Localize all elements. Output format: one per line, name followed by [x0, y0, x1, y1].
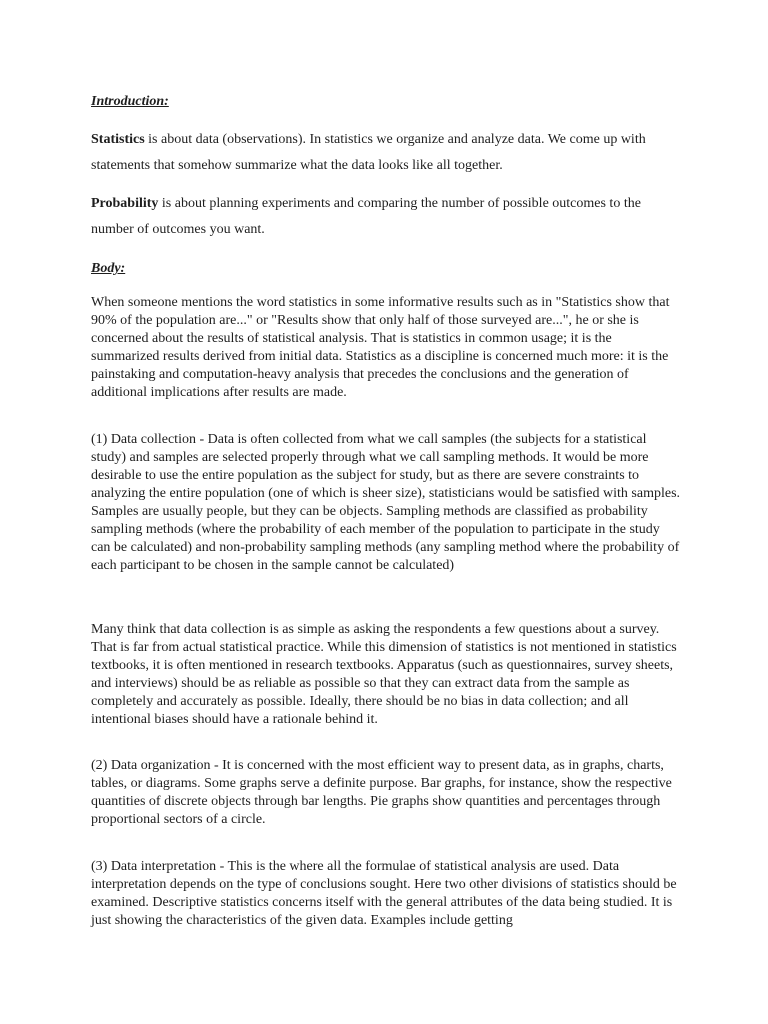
body-paragraph-data-organization: (2) Data organization - It is concerned with the most efficient way to present data, as in graphs, charts, tables, or diagrams. Some graphs serve a definite purpose. Bar graphs, for instance, show the respective quantities of discrete objects through bar lengths. Pie graphs show quantities and percentages through proportional sectors of a circle.: [91, 758, 672, 827]
statistics-term: Statistics: [91, 132, 145, 147]
body-paragraph-collection-practice: Many think that data collection is as simple as asking the respondents a few questions about a survey. That is far from actual statistical practice. While this dimension of statistics is not mentioned in statistics textbooks, it is often mentioned in research textbooks. Apparatus (such as questionnaires, survey sheets, and interviews) should be as reliable as possible so that they can extract data from the sample as completely and accurately as possible. Ideally, there should be no bias in data collection; and all intentional biases should have a rationale behind it.: [91, 622, 677, 727]
body-paragraph-data-interpretation: (3) Data interpretation - This is the where all the formulae of statistical analysis are used. Data interpretation depends on the type of conclusions sought. Here two other divisions of statistics should be examined. Descriptive statistics concerns itself with the general attributes of the data being studied. It is just showing the characteristics of the given data. Examples include getting: [91, 859, 677, 928]
probability-term: Probability: [91, 196, 159, 211]
statistics-definition: is about data (observations). In statistics we organize and analyze data. We come up with statements that somehow summarize what the data looks like all together.: [91, 132, 646, 173]
introduction-heading: Introduction:: [91, 94, 169, 109]
probability-definition: is about planning experiments and comparing the number of possible outcomes to the number of outcomes you want.: [91, 196, 641, 237]
body-paragraph-statistics-meaning: When someone mentions the word statistics in some informative results such as in "Statistics show that 90% of the population are..." or "Results show that only half of those surveyed are...", he or she is concerned about the results of statistical analysis. That is statistics in common usage; it is the summarized results derived from initial data. Statistics as a discipline is concerned much more: it is the painstaking and computation-heavy analysis that precedes the conclusions and the generation of additional implications after results are made.: [91, 295, 670, 400]
statistics-paragraph: [91, 127, 681, 179]
body-paragraph-data-collection: (1) Data collection - Data is often collected from what we call samples (the subjects for a statistical study) and samples are selected properly through what we call sampling methods. It would be more desirable to use the entire population as the subject for study, but as there are severe constraints to analyzing the entire population (one of which is sheer size), statisticians would be satisfied with samples. Samples are usually people, but they can be objects. Sampling methods are classified as probability sampling methods (where the probability of each member of the population to participate in the study can be calculated) and non-probability sampling methods (any sampling method where the probability of each participant to be chosen in the sample cannot be calculated): [91, 432, 681, 573]
body-heading: Body:: [91, 261, 126, 276]
probability-paragraph: [91, 191, 681, 243]
